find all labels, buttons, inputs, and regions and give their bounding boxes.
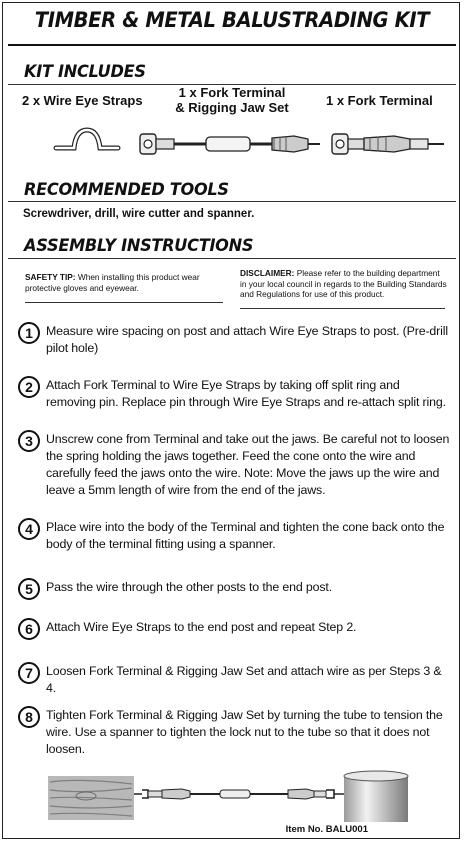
- step-number: 1: [18, 322, 40, 344]
- kit-item-fork-rigging: [168, 85, 296, 115]
- tools-heading: RECOMMENDED TOOLS: [24, 180, 229, 200]
- timber-post-icon: [48, 776, 134, 820]
- step-text: Loosen Fork Terminal & Rigging Jaw Set and attach wire as per Steps 3 & 4.: [46, 664, 442, 695]
- step-text: Pass the wire through the other posts to the end post.: [46, 580, 333, 594]
- title-divider: [8, 44, 456, 46]
- step-text: Place wire into the body of the Terminal and tighten the cone back onto the body of the terminal fitting using a spanner.: [46, 520, 445, 551]
- step-text: Measure wire spacing on post and attach Wire Eye Straps to post. (Pre-drill pilot hole): [46, 324, 448, 355]
- kit-item-eye-straps: 2 x Wire Eye Straps: [22, 93, 143, 108]
- kit-item-fork-rigging-line1: 1 x Fork Terminal: [178, 85, 286, 100]
- kit-item-fork-terminal: 1 x Fork Terminal: [326, 93, 433, 108]
- disclaimer-underline: [240, 308, 445, 309]
- fork-terminal-illustration: [326, 124, 446, 164]
- installation-illustration: [40, 770, 420, 822]
- step-text: Attach Fork Terminal to Wire Eye Straps by taking off split ring and removing pin. Replace pin through Wire Eye Straps and re-attach split ring.: [46, 378, 446, 409]
- disclaimer-label: DISCLAIMER:: [240, 268, 295, 278]
- step-number: 4: [18, 518, 40, 540]
- step-number: 2: [18, 376, 40, 398]
- step-number: 5: [18, 578, 40, 600]
- safety-tip: [25, 272, 230, 293]
- step-number: 8: [18, 706, 40, 728]
- tools-divider: [8, 201, 456, 202]
- kit-heading: KIT INCLUDES: [24, 62, 146, 82]
- step-number: 3: [18, 430, 40, 452]
- step-text: Attach Wire Eye Straps to the end post and repeat Step 2.: [46, 620, 357, 634]
- tools-text: Screwdriver, drill, wire cutter and spanner.: [23, 208, 255, 220]
- metal-post-icon: [344, 771, 408, 822]
- item-number: Item No. BALU001: [285, 824, 368, 835]
- disclaimer: [240, 268, 448, 300]
- step-text: Unscrew cone from Terminal and take out the jaws. Be careful not to loosen the spring holding the jaws together. Feed the cone onto the wire and carefully feed the jaws onto the wire. Note: Move the jaws up the wire and leave a 5mm length of wire from the end of the jaws.: [46, 432, 450, 497]
- page-title: TIMBER & METAL BALUSTRADING KIT: [34, 8, 430, 32]
- step-text: Tighten Fork Terminal & Rigging Jaw Set by turning the tube to tension the wire. Use a spanner to tighten the lock nut to the tube so that it does not loosen.: [46, 708, 443, 756]
- fork-rigging-set-illustration: [134, 124, 320, 164]
- safety-tip-underline: [25, 302, 223, 303]
- assembly-heading: ASSEMBLY INSTRUCTIONS: [24, 236, 254, 256]
- disclaimer-text: Please refer to the building department in your local council in regards to the Building Standards and Regulations for use of this product.: [240, 268, 447, 299]
- safety-tip-text: When installing this product wear protective gloves and eyewear.: [25, 272, 200, 293]
- assembly-divider: [8, 258, 456, 259]
- safety-tip-label: SAFETY TIP:: [25, 272, 76, 282]
- step-number: 7: [18, 662, 40, 684]
- step-number: 6: [18, 618, 40, 640]
- eye-strap-illustration: [52, 126, 122, 156]
- kit-item-fork-rigging-line2: & Rigging Jaw Set: [175, 100, 289, 115]
